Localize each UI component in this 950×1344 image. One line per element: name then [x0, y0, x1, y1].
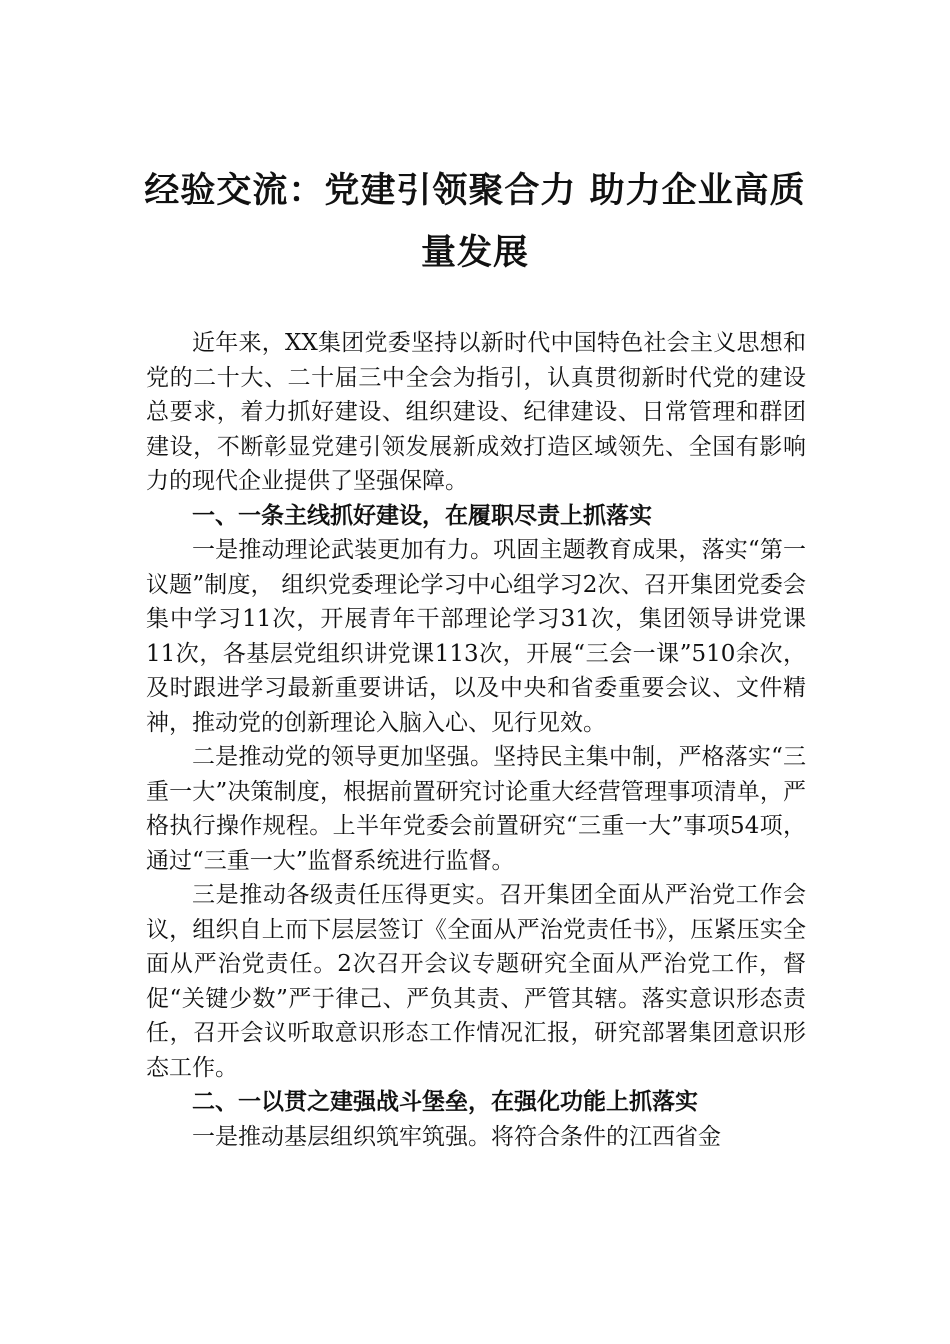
- section-2-heading: 二、一以贯之建强战斗堡垒，在强化功能上抓落实: [192, 1089, 698, 1115]
- paragraph-lead: 一是推动理论武装更加有力。: [192, 537, 494, 563]
- paragraph-text: 巩固主题教育成果，落实“第一议题”制度， 组织党委理论学习中心组学习2次、召开集团党委会集中学习11次，开展青年干部理论学习31次，集团领导讲党课11次，各基层党组织讲党课113次，开展“三会一课”510余次，及时跟进学习最新重要讲话，以及中央和省委重要会议、文件精神，推动党的创新理论入脑入心、见行见效。: [146, 537, 807, 736]
- document-title: [140, 160, 810, 284]
- section-2-paragraph-1: [146, 1120, 806, 1155]
- section-1-paragraph-3: [146, 878, 806, 1085]
- document-body: [146, 326, 806, 1154]
- paragraph-text: 将符合条件的江西省金: [491, 1123, 721, 1150]
- paragraph-text: 召开集团全面从严治党工作会议，组织自上而下层层签订《全面从严治党责任书》，压紧压实全面从严治党责任。2次召开会议专题研究全面从严治党工作，督促“关键少数”严于律己、严负其责、严管其辖。落实意识形态责任，召开会议听取意识形态工作情况汇报，研究部署集团意识形态工作。: [146, 882, 807, 1081]
- paragraph-lead: 一是推动基层组织筑牢筑强。: [192, 1123, 491, 1150]
- section-1-paragraph-1: [146, 533, 806, 740]
- section-1-paragraph-2: [146, 740, 806, 878]
- section-1-heading: 一、一条主线抓好建设，在履职尽责上抓落实: [192, 502, 652, 529]
- title-line-1: 经验交流：党建引领聚合力 助力企业高质: [144, 170, 806, 211]
- intro-paragraph: 近年来，XX集团党委坚持以新时代中国特色社会主义思想和党的二十大、二十届三中全会为指引，认真贯彻新时代党的建设总要求，着力抓好建设、组织建设、纪律建设、日常管理和群团建设，不断彰显党建引领发展新成效打造区域领先、全国有影响力的现代企业提供了坚强保障。: [146, 330, 806, 494]
- paragraph-lead: 二是推动党的领导更加坚强。: [192, 744, 494, 770]
- paragraph-lead: 三是推动各级责任压得更实。: [192, 882, 500, 908]
- title-line-2: 量发展: [420, 232, 529, 273]
- paragraph-text: 坚持民主集中制，严格落实“三重一大”决策制度，根据前置研究讨论重大经营管理事项清单，严格执行操作规程。上半年党委会前置研究“三重一大”事项54项，通过“三重一大”监督系统进行监督。: [146, 744, 807, 874]
